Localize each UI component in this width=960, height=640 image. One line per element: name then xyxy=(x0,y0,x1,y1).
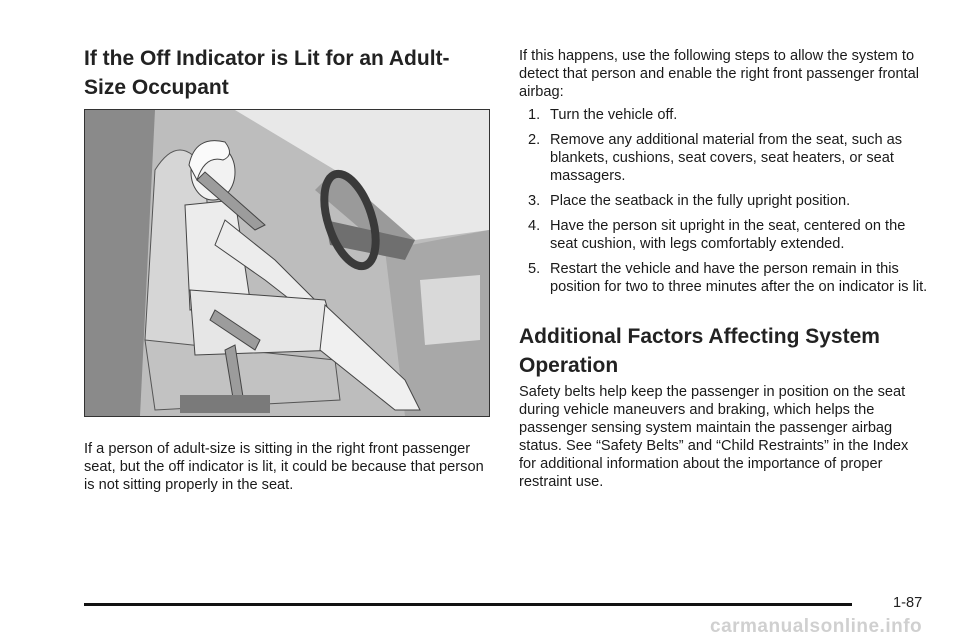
body-paragraph: Safety belts help keep the passenger in position on the seat during vehicle maneuvers and braking, which helps the passenger sensing system maintain the passenger airbag status. See “Safety Belts” and “Child Restraints” in the Index for additional information about the importance of proper restraint use. xyxy=(519,384,909,490)
list-item: 2. Remove any additional material from the seat, such as blankets, cushions, seat covers, seat heaters, or seat massagers. xyxy=(528,132,903,184)
section-heading-additional-factors: Additional Factors Affecting System Operation xyxy=(519,325,880,377)
list-item: 4. Have the person sit upright in the seat, centered on the seat cushion, with legs comfortably extended. xyxy=(528,218,906,252)
watermark-logo: carmanualsonline.info xyxy=(710,616,923,637)
list-item: 5. Restart the vehicle and have the person remain in this position for two to three minutes after the on indicator is lit. xyxy=(528,261,928,295)
illustration-adult-passenger-seated xyxy=(84,109,490,417)
list-item: 3. Place the seatback in the fully upright position. xyxy=(528,193,851,209)
steps-list xyxy=(519,106,929,303)
page-number: 1-87 xyxy=(893,595,923,611)
footer-rule xyxy=(84,603,852,606)
list-item: 1. Turn the vehicle off. xyxy=(528,107,678,123)
section-heading-off-indicator: If the Off Indicator is Lit for an Adult-Size Occupant xyxy=(84,47,450,99)
intro-paragraph: If this happens, use the following steps to allow the system to detect that person and enable the right front passenger frontal airbag: xyxy=(519,48,919,100)
caption-paragraph: If a person of adult-size is sitting in the right front passenger seat, but the off indicator is lit, it could be because that person is not sitting properly in the seat. xyxy=(84,441,484,493)
passenger-illustration xyxy=(85,110,489,416)
